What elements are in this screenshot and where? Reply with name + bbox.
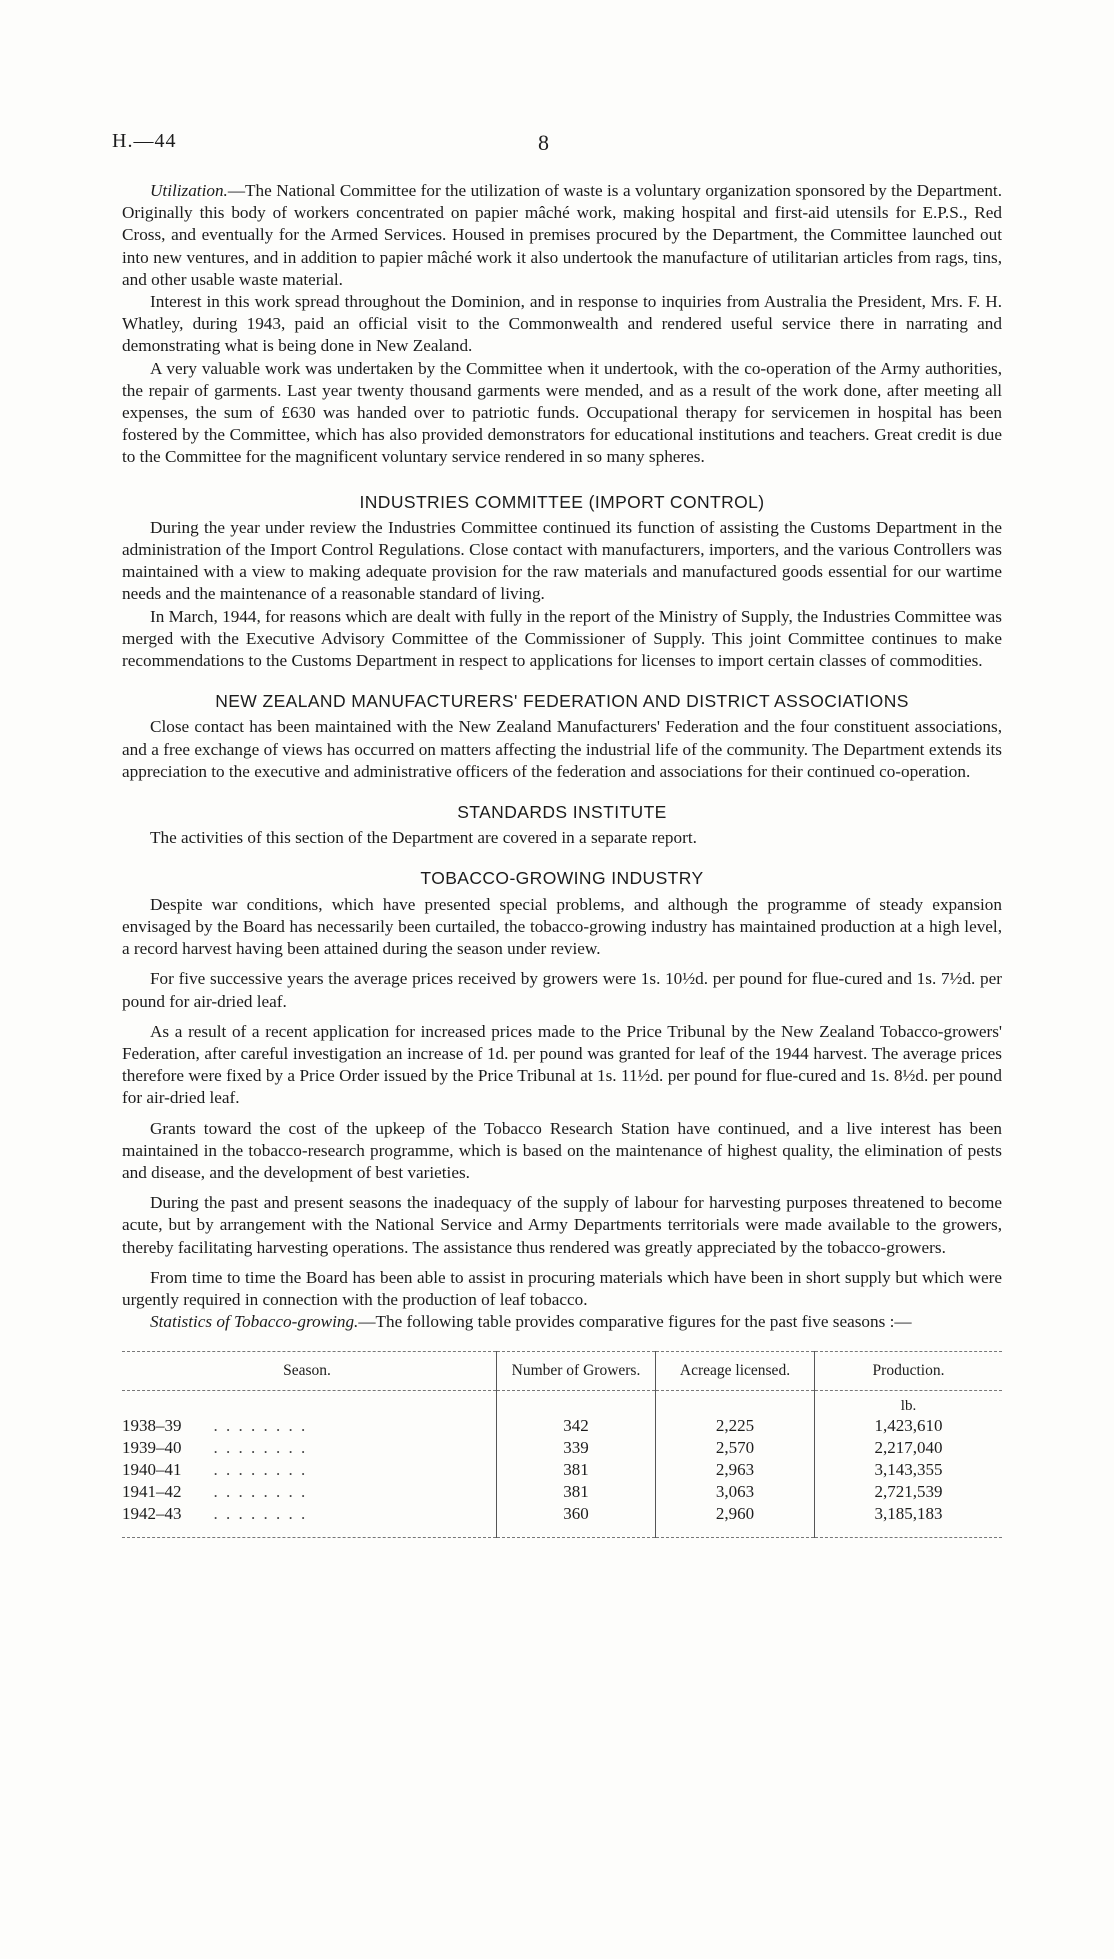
season-label: 1939–40 [122, 1438, 182, 1458]
tobacco-paragraph-2: For five successive years the average prices received by growers were 1s. 10½d. per pound for flue-cured and 1s. 7½d. per pound for air-dried leaf. [122, 969, 1002, 1011]
leader-dots: . . . . . . . . [213, 1504, 308, 1524]
growers-cell: 360 [497, 1503, 656, 1538]
utilization-text-1: —The National Committee for the utilization of waste is a voluntary organization sponsored by the Department. Originally this body of workers concentrated on papier mâché work, making hospital and first-aid utensils for E.P.S., Red Cross, and eventually for the Armed Services. Housed in premises procured by the Department, the Committee launched out into new ventures, and in addition to papier mâché work it also undertook the manufacture of utilitarian articles from rags, tins, and other usable waste material. [122, 181, 1002, 289]
industries-paragraph-1: During the year under review the Industries Committee continued its function of assisting the Customs Department in the administration of the Import Control Regulations. Close contact with manufacturers, importers, and the various Controllers was maintained with a view to making adequate provision for the raw materials and manufactured goods essential for our wartime needs and the maintenance of a reasonable standard of living. [122, 517, 1002, 604]
table-row [122, 1481, 1002, 1503]
leader-dots: . . . . . . . . [213, 1438, 308, 1458]
tobacco-paragraph-4: Grants toward the cost of the upkeep of the Tobacco Research Station have continued, and a live interest has been maintained in the tobacco-research programme, which is based on the maintenance of highest quality, the elimination of pests and disease, and the development of best varieties. [122, 1118, 1002, 1182]
industries-heading: INDUSTRIES COMMITTEE (IMPORT CONTROL) [359, 491, 765, 512]
acreage-cell: 3,063 [656, 1481, 815, 1503]
production-cell: 3,185,183 [815, 1503, 1003, 1538]
season-cell [122, 1503, 497, 1538]
statistics-lead: Statistics of Tobacco-growing. [150, 1312, 359, 1332]
table-row [122, 1437, 1002, 1459]
acreage-cell: 2,225 [656, 1415, 815, 1437]
federation-paragraph-1: Close contact has been maintained with the New Zealand Manufacturers' Federation and the four constituent associations, and a free exchange of views has occurred on matters affecting the industrial life of the community. The Department extends its appreciation to the executive and administrative officers of the federation and associations for their continued co-operation. [122, 717, 1002, 781]
acreage-cell: 2,963 [656, 1459, 815, 1481]
season-label: 1938–39 [122, 1416, 182, 1436]
table-row [122, 1459, 1002, 1481]
season-cell [122, 1415, 497, 1437]
growers-cell: 342 [497, 1415, 656, 1437]
tobacco-statistics-table [122, 1351, 1002, 1538]
page-number: 8 [538, 130, 549, 155]
leader-dots: . . . . . . . . [213, 1416, 308, 1436]
table-row [122, 1503, 1002, 1538]
column-header-season: Season. [283, 1362, 331, 1380]
statistics-intro [122, 1311, 1002, 1333]
acreage-cell: 2,960 [656, 1503, 815, 1538]
season-label: 1940–41 [122, 1460, 182, 1480]
tobacco-paragraph-6: From time to time the Board has been able to assist in procuring materials which have been in short supply but which were urgently required in connection with the production of leaf tobacco. [122, 1267, 1002, 1309]
production-cell: 3,143,355 [815, 1459, 1003, 1481]
document-body [122, 180, 1002, 1538]
leader-dots: . . . . . . . . [213, 1482, 308, 1502]
season-label: 1941–42 [122, 1482, 182, 1502]
growers-cell: 339 [497, 1437, 656, 1459]
utilization-lead: Utilization. [150, 181, 228, 200]
column-header-growers: Number of Growers. [497, 1352, 656, 1391]
standards-heading: STANDARDS INSTITUTE [457, 802, 667, 823]
utilization-paragraph-1 [122, 180, 1002, 291]
season-cell [122, 1459, 497, 1481]
tobacco-paragraph-3: As a result of a recent application for increased prices made to the Price Tribunal by the New Zealand Tobacco-growers' Federation, after careful investigation an increase of 1d. per pound was granted for leaf of the 1944 harvest. The average prices therefore were fixed by a Price Order issued by the Price Tribunal at 1s. 11½d. per pound for flue-cured and 1s. 8½d. per pound for air-dried leaf. [122, 1021, 1002, 1108]
unit-row [122, 1391, 1002, 1416]
tobacco-heading: TOBACCO-GROWING INDUSTRY [420, 868, 704, 889]
statistics-text: —The following table provides comparative figures for the past five seasons :— [358, 1312, 912, 1332]
growers-cell: 381 [497, 1459, 656, 1481]
production-cell: 2,721,539 [815, 1481, 1003, 1503]
season-cell [122, 1437, 497, 1459]
acreage-cell: 2,570 [656, 1437, 815, 1459]
leader-dots: . . . . . . . . [213, 1460, 308, 1480]
growers-cell: 381 [497, 1481, 656, 1503]
tobacco-paragraph-1: Despite war conditions, which have presented special problems, and although the programme of steady expansion envisaged by the Board has necessarily been curtailed, the tobacco-growing industry has maintained production at a high level, a record harvest having been attained during the season under review. [122, 894, 1002, 959]
production-cell: 2,217,040 [815, 1437, 1003, 1459]
industries-paragraph-2: In March, 1944, for reasons which are dealt with fully in the report of the Ministry of Supply, the Industries Committee was merged with the Executive Advisory Committee of the Commissioner of Supply. This joint Committee continues to make recommendations to the Customs Department in respect to applications for licenses to import certain classes of commodities. [122, 606, 1002, 671]
column-header-production: Production. [815, 1352, 1003, 1391]
report-reference: H.—44 [112, 130, 177, 152]
production-unit: lb. [815, 1391, 1003, 1416]
production-cell: 1,423,610 [815, 1415, 1003, 1437]
federation-heading: NEW ZEALAND MANUFACTURERS' FEDERATION AND DISTRICT ASSOCIATIONS [215, 691, 909, 712]
season-label: 1942–43 [122, 1504, 182, 1524]
tobacco-paragraph-5: During the past and present seasons the inadequacy of the supply of labour for harvesting purposes threatened to become acute, but by arrangement with the National Service and Army Departments territorials were made available to the growers, thereby facilitating harvesting operations. The assistance thus rendered was greatly appreciated by the tobacco-growers. [122, 1193, 1002, 1257]
season-cell [122, 1481, 497, 1503]
table-row [122, 1415, 1002, 1437]
utilization-paragraph-3: A very valuable work was undertaken by the Committee when it undertook, with the co-operation of the Army authorities, the repair of garments. Last year twenty thousand garments were mended, and as a result of the work done, after meeting all expenses, the sum of £630 was handed over to patriotic funds. Occupational therapy for servicemen in hospital has been fostered by the Committee, which has also provided demonstrators for educational institutions and teachers. Great credit is due to the Committee for the magnificent voluntary service rendered in so many spheres. [122, 358, 1002, 467]
standards-paragraph-1: The activities of this section of the Department are covered in a separate report. [150, 828, 697, 848]
table-header-row [122, 1352, 1002, 1391]
utilization-paragraph-2: Interest in this work spread throughout the Dominion, and in response to inquiries from Australia the President, Mrs. F. H. Whatley, during 1943, paid an official visit to the Commonwealth and rendered useful service there in narrating and demonstrating what is being done in New Zealand. [122, 292, 1002, 356]
column-header-acreage: Acreage licensed. [656, 1352, 815, 1391]
